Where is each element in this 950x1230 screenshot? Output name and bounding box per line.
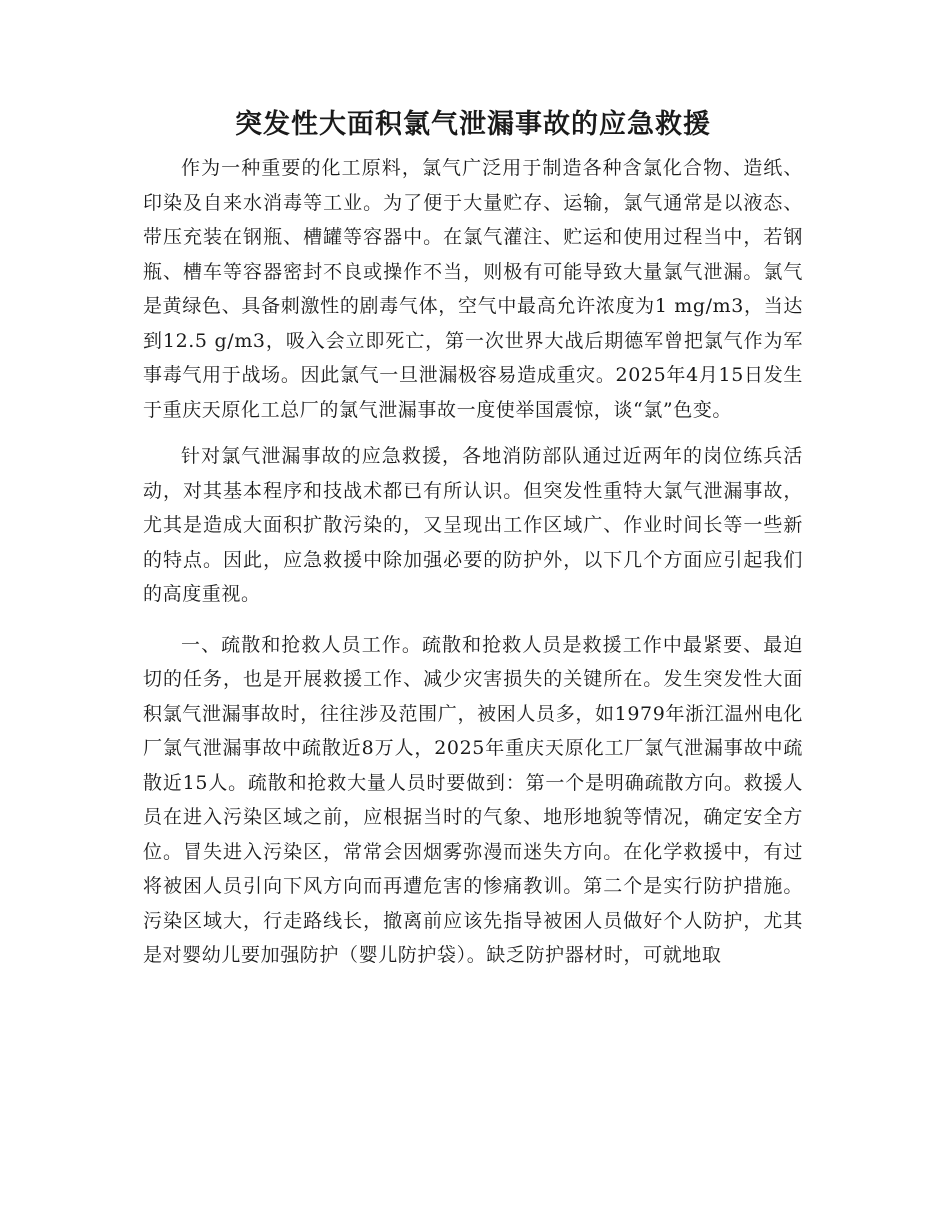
document-page bbox=[143, 105, 803, 973]
paragraph-intro: 作为一种重要的化工原料，氯气广泛用于制造各种含氯化合物、造纸、印染及自来水消毒等工业。为了便于大量贮存、运输，氯气通常是以液态、带压充装在钢瓶、槽罐等容器中。在氯气灌注、贮运和使用过程当中，若钢瓶、槽车等容器密封不良或操作不当，则极有可能导致大量氯气泄漏。氯气是黄绿色、具备刺激性的剧毒气体，空气中最高允许浓度为1 mg/m3，当达到12.5 g/m3，吸入会立即死亡，第一次世界大战后期德军曾把氯气作为军事毒气用于战场。因此氯气一旦泄漏极容易造成重灾。2025年4月15日发生于重庆天原化工总厂的氯气泄漏事故一度使举国震惊，谈“氯”色变。 bbox=[143, 157, 803, 421]
document-title: 突发性大面积氯气泄漏事故的应急救援 bbox=[235, 109, 711, 140]
paragraph-response: 针对氯气泄漏事故的应急救援，各地消防部队通过近两年的岗位练兵活动，对其基本程序和技战术都已有所认识。但突发性重特大氯气泄漏事故，尤其是造成大面积扩散污染的，又呈现出工作区域广、作业时间长等一些新的特点。因此，应急救援中除加强必要的防护外，以下几个方面应引起我们的高度重视。 bbox=[143, 445, 803, 605]
paragraph-evacuation: 一、疏散和抢救人员工作。疏散和抢救人员是救援工作中最紧要、最迫切的任务，也是开展救援工作、减少灾害损失的关键所在。发生突发性大面积氯气泄漏事故时，往往涉及范围广，被困人员多，如1979年浙江温州电化厂氯气泄漏事故中疏散近8万人，2025年重庆天原化工厂氯气泄漏事故中疏散近15人。疏散和抢救大量人员时要做到：第一个是明确疏散方向。救援人员在进入污染区域之前，应根据当时的气象、地形地貌等情况，确定安全方位。冒失进入污染区，常常会因烟雾弥漫而迷失方向。在化学救援中，有过将被困人员引向下风方向而再遭危害的惨痛教训。第二个是实行防护措施。污染区域大，行走路线长，撤离前应该先指导被困人员做好个人防护，尤其是对婴幼儿要加强防护（婴儿防护袋）。缺乏防护器材时，可就地取 bbox=[143, 633, 803, 966]
